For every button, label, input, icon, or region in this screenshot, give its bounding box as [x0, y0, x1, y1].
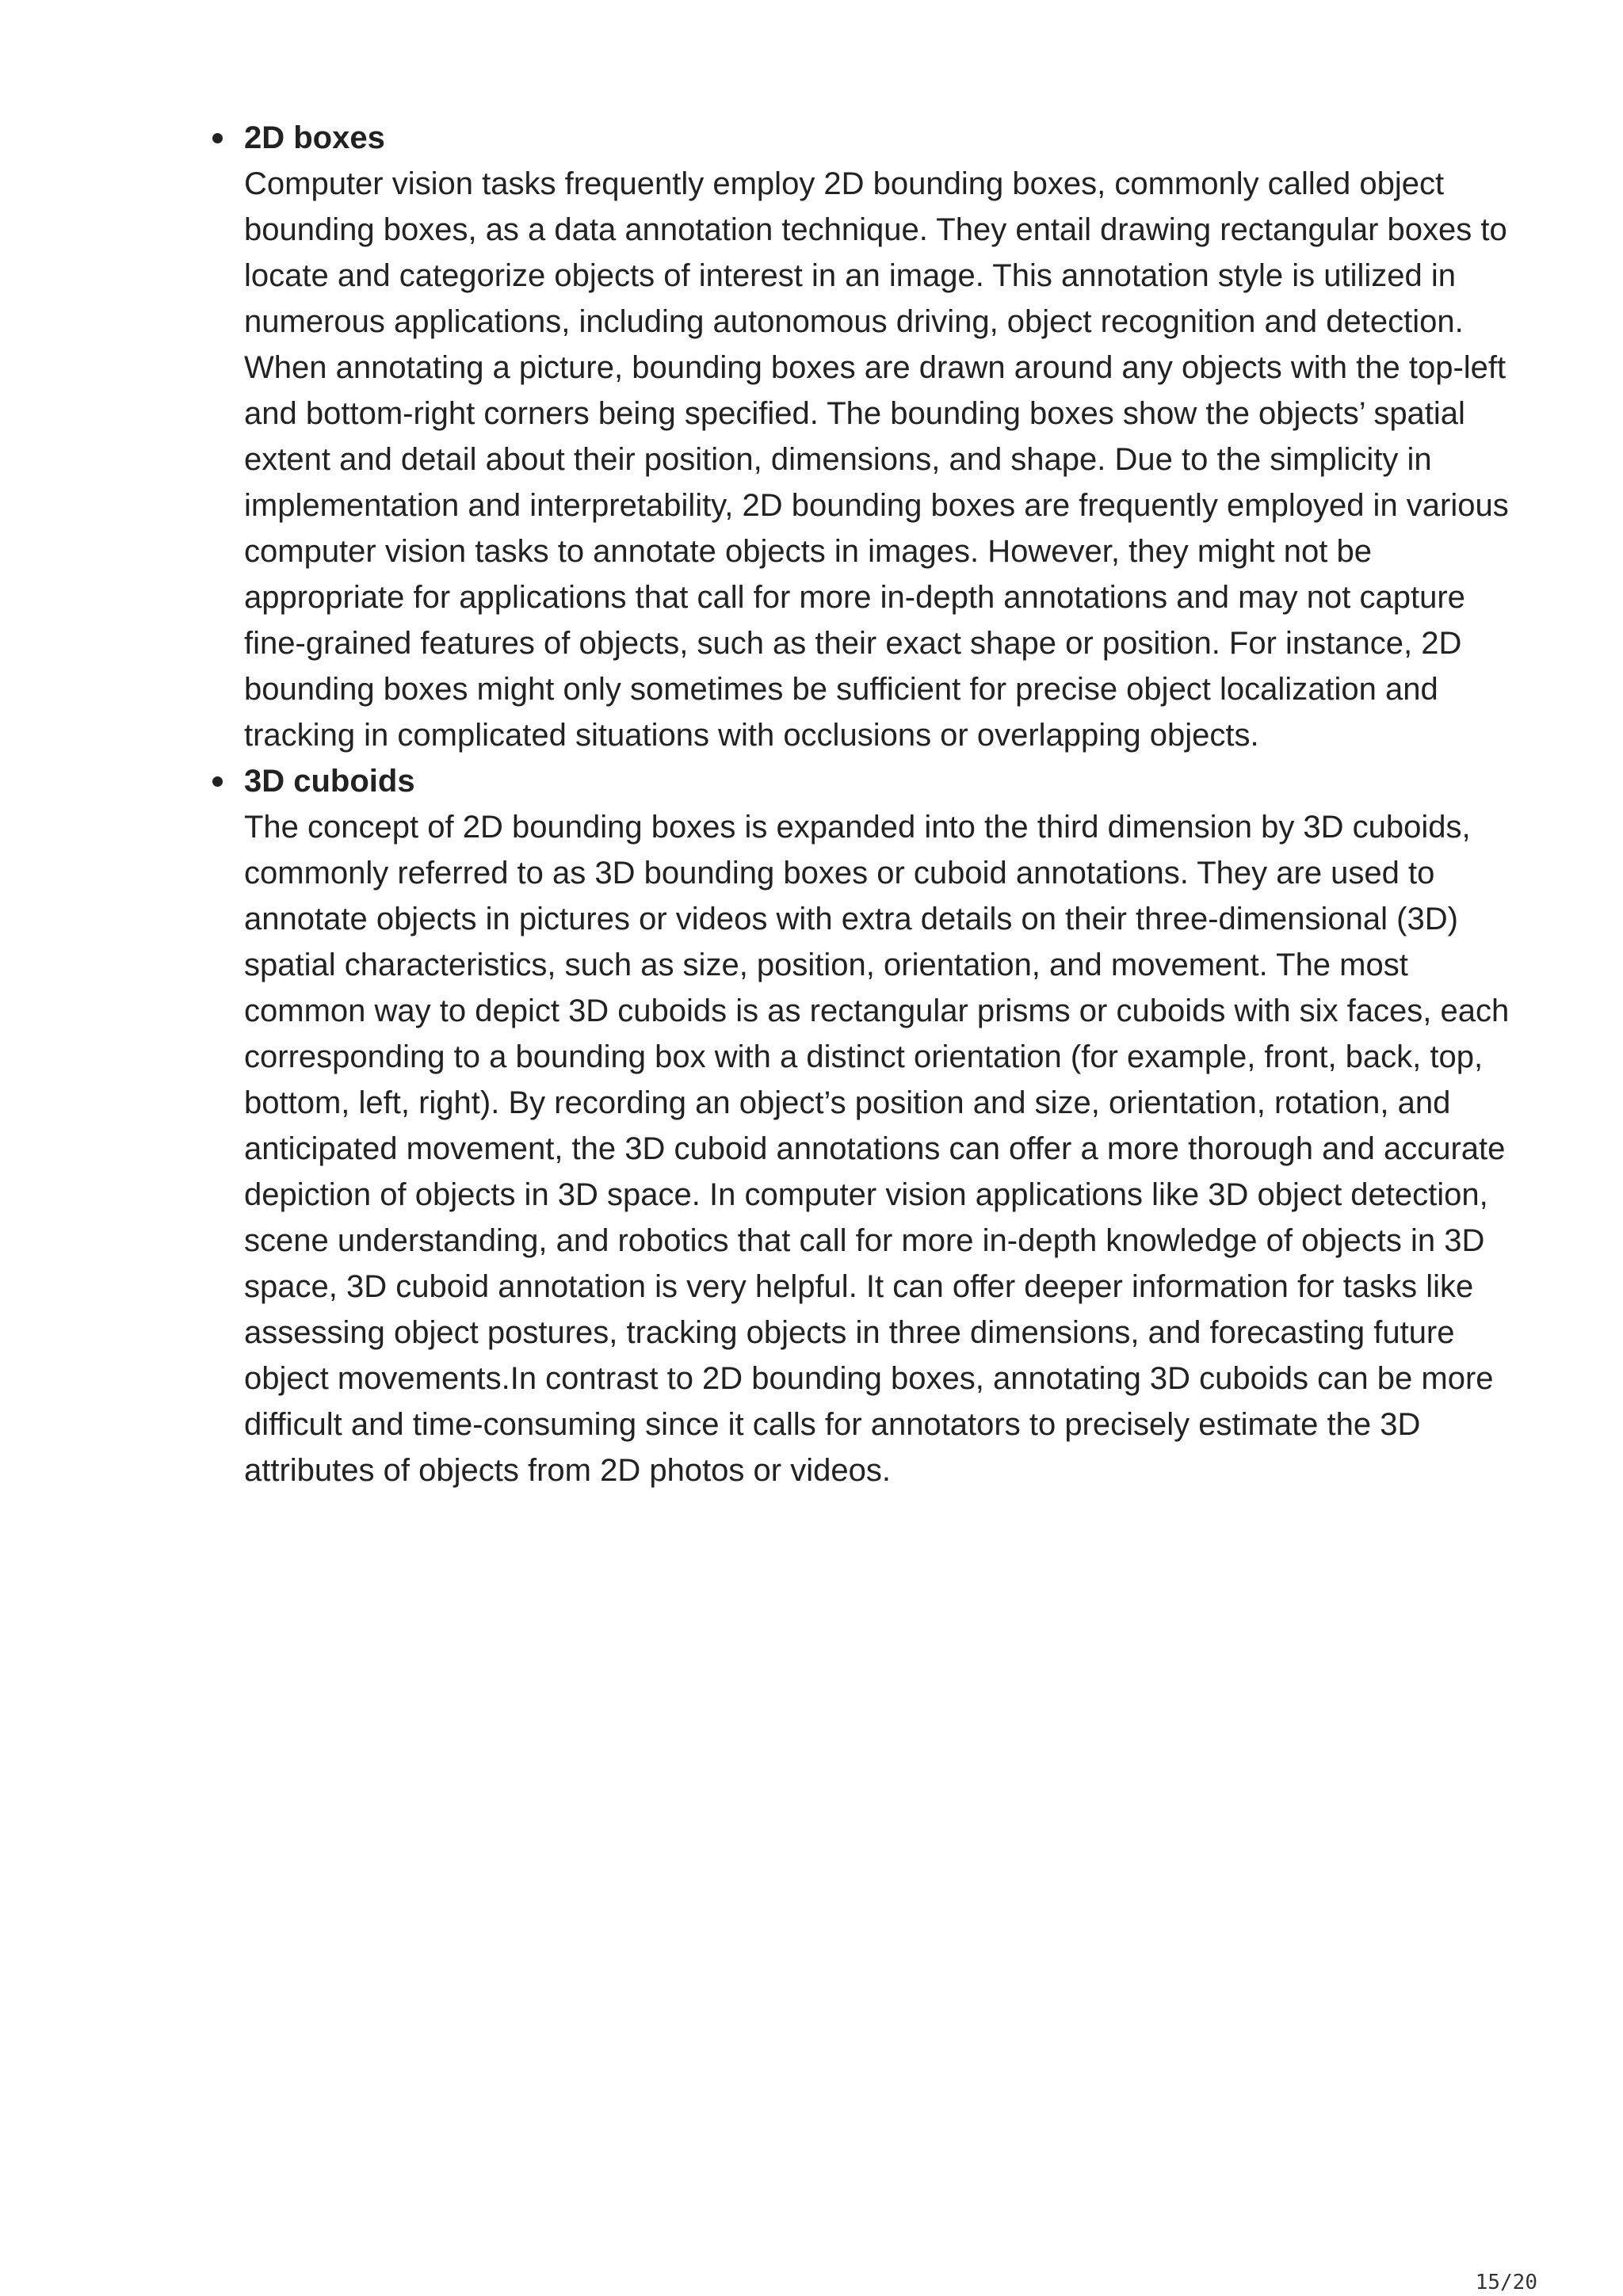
list-item-2d-boxes [244, 115, 1512, 758]
item-body: The concept of 2D bounding boxes is expanded into the third dimension by 3D cuboids, commonly referred to as 3D bounding boxes or cuboid annotations. They are used to annotate objects in pictures or videos with extra details on their three-dimensional (3D) spatial characteristics, such as size, position, orientation, and movement. The most common way to depict 3D cuboids is as rectangular prisms or cuboids with six faces, each corresponding to a bounding box with a distinct orientation (for example, front, back, top, bottom, left, right). By recording an object’s position and size, orientation, rotation, and anticipated movement, the 3D cuboid annotations can offer a more thorough and accurate depiction of objects in 3D space. In computer vision applications like 3D object detection, scene understanding, and robotics that call for more in-depth knowledge of objects in 3D space, 3D cuboid annotation is very helpful. It can offer deeper information for tasks like assessing object postures, tracking objects in three dimensions, and forecasting future object movements.In contrast to 2D bounding boxes, annotating 3D cuboids can be more difficult and time-consuming since it calls for annotators to precisely estimate the 3D attributes of objects from 2D photos or videos. [244, 810, 1510, 1488]
page-number: 15/20 [1475, 2271, 1537, 2294]
item-title: 2D boxes [244, 120, 385, 155]
item-title: 3D cuboids [244, 764, 415, 799]
list-item-3d-cuboids [244, 758, 1512, 1493]
bullet-icon [212, 776, 223, 787]
bullet-icon [212, 133, 223, 143]
item-body: Computer vision tasks frequently employ 2D bounding boxes, commonly called object bounding boxes, as a data annotation technique. They entail drawing rectangular boxes to locate and categorize objects of interest in an image. This annotation style is utilized in numerous applications, including autonomous driving, object recognition and detection. When annotating a picture, bounding boxes are drawn around any objects with the top-left and bottom-right corners being specified. The bounding boxes show the objects’ spatial extent and detail about their position, dimensions, and shape. Due to the simplicity in implementation and interpretability, 2D bounding boxes are frequently employed in various computer vision tasks to annotate objects in images. However, they might not be appropriate for applications that call for more in-depth annotations and may not capture fine-grained features of objects, such as their exact shape or position. For instance, 2D bounding boxes might only sometimes be sufficient for precise object localization and tracking in complicated situations with occlusions or overlapping objects. [244, 166, 1509, 753]
bullet-list [244, 115, 1512, 1493]
